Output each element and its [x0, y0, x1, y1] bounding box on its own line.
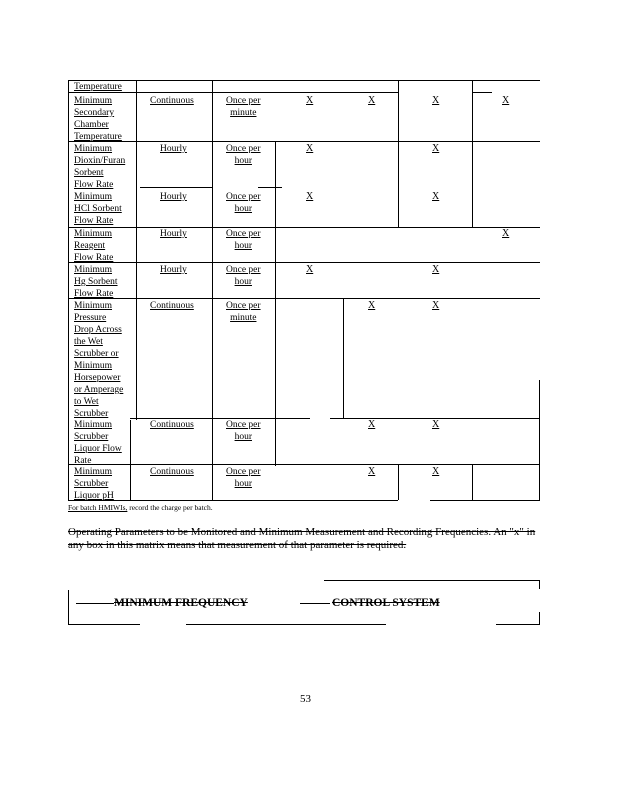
header-box-rule: [539, 580, 540, 589]
row-param-cell: Minimum Secondary Chamber Temperature: [74, 96, 122, 142]
table-row-rule: [258, 187, 282, 188]
footnote-text: record the charge per batch.: [127, 503, 213, 512]
minimum-frequency-header: MINIMUM FREQUENCY: [114, 597, 248, 609]
table-col-rule: [68, 80, 69, 500]
table-row-rule: [68, 298, 540, 299]
row-param-cell: Minimum Scrubber Liquor Flow Rate: [74, 420, 122, 466]
table-row-rule: [68, 262, 540, 263]
table-top-rule: [68, 80, 540, 81]
row-method-cell: Hourly: [160, 144, 187, 154]
control-system-header: CONTROL SYSTEM: [332, 597, 440, 609]
footnote-underlined-text: For batch HMIWIs,: [68, 503, 128, 512]
table-col-rule: [136, 80, 137, 420]
table-bottom-rule: [430, 500, 540, 501]
row-frequency-cell: Once per minute: [226, 301, 261, 323]
row-param-cell: Minimum Reagent Flow Rate: [74, 229, 114, 263]
row-frequency-cell: Once per hour: [226, 229, 261, 251]
matrix-x-mark: X: [368, 466, 376, 477]
matrix-x-mark: X: [368, 300, 376, 311]
row-method-cell: Hourly: [160, 192, 187, 202]
table-bottom-rule: [68, 500, 398, 501]
matrix-x-mark: X: [432, 264, 440, 275]
matrix-x-mark: X: [432, 466, 440, 477]
matrix-x-mark: X: [306, 143, 314, 154]
row-frequency-cell: Once per hour: [226, 467, 261, 489]
header-box-bottom-rule: [186, 624, 386, 625]
row-method-cell: Continuous: [150, 96, 194, 106]
header-strike-line: [300, 603, 330, 604]
table-col-rule: [130, 420, 131, 500]
table-col-rule: [212, 80, 213, 500]
header-box-bottom-rule: [68, 624, 140, 625]
table-col-rule: [472, 464, 473, 500]
row-param-cell: Minimum HCl Sorbent Flow Rate: [74, 192, 122, 226]
row-param-cell: Temperature: [74, 82, 122, 92]
header-box-rule: [539, 612, 540, 624]
matrix-x-mark: X: [432, 300, 440, 311]
matrix-x-mark: X: [502, 95, 510, 106]
matrix-x-mark: X: [502, 228, 510, 239]
matrix-x-mark: X: [306, 264, 314, 275]
matrix-x-mark: X: [432, 95, 440, 106]
row-param-cell: Minimum Hg Sorbent Flow Rate: [74, 265, 118, 299]
row-method-cell: Hourly: [160, 229, 187, 239]
matrix-x-mark: X: [306, 95, 314, 106]
row-param-cell: Minimum Scrubber Liquor pH: [74, 467, 114, 501]
row-frequency-cell: Once per minute: [226, 96, 261, 118]
matrix-x-mark: X: [368, 419, 376, 430]
matrix-x-mark: X: [432, 419, 440, 430]
row-method-cell: Continuous: [150, 467, 194, 477]
header-box-top-rule: [324, 580, 540, 581]
matrix-x-mark: X: [432, 191, 440, 202]
matrix-x-mark: X: [432, 143, 440, 154]
header-box-rule: [68, 590, 69, 624]
row-method-cell: Hourly: [160, 265, 187, 275]
page-number: 53: [300, 693, 311, 705]
table-col-rule: [343, 298, 344, 418]
table-row-rule: [140, 187, 212, 188]
matrix-x-mark: X: [306, 191, 314, 202]
header-box-bottom-rule: [496, 624, 540, 625]
row-frequency-cell: Once per hour: [226, 420, 261, 442]
matrix-x-mark: X: [368, 95, 376, 106]
table-col-rule: [539, 380, 540, 500]
table-col-rule: [398, 464, 399, 500]
table-row-rule: [472, 92, 492, 93]
row-method-cell: Continuous: [150, 301, 194, 311]
table-col-rule: [472, 80, 473, 227]
table-row-rule: [68, 227, 540, 228]
row-frequency-cell: Once per hour: [226, 144, 261, 166]
header-strike-line: [76, 603, 114, 604]
table-col-rule: [275, 141, 276, 466]
row-param-cell: Minimum Dioxin/Furan Sorbent Flow Rate: [74, 144, 126, 190]
matrix-caption-paragraph: Operating Parameters to be Monitored and Minimum Measurement and Recording Frequencies. An "x" in any box in this matrix means that measurement of that parameter is required.: [68, 526, 536, 551]
table-footnote: [68, 503, 213, 512]
table-row-rule: [68, 141, 540, 142]
table-col-rule: [398, 80, 399, 227]
table-row-rule: [68, 464, 540, 465]
row-method-cell: Continuous: [150, 420, 194, 430]
row-frequency-cell: Once per hour: [226, 265, 261, 287]
row-frequency-cell: Once per hour: [226, 192, 261, 214]
row-param-cell: Minimum Pressure Drop Across the Wet Scrubber or Minimum Horsepower or Amperage to Wet Scrubber: [74, 301, 124, 419]
